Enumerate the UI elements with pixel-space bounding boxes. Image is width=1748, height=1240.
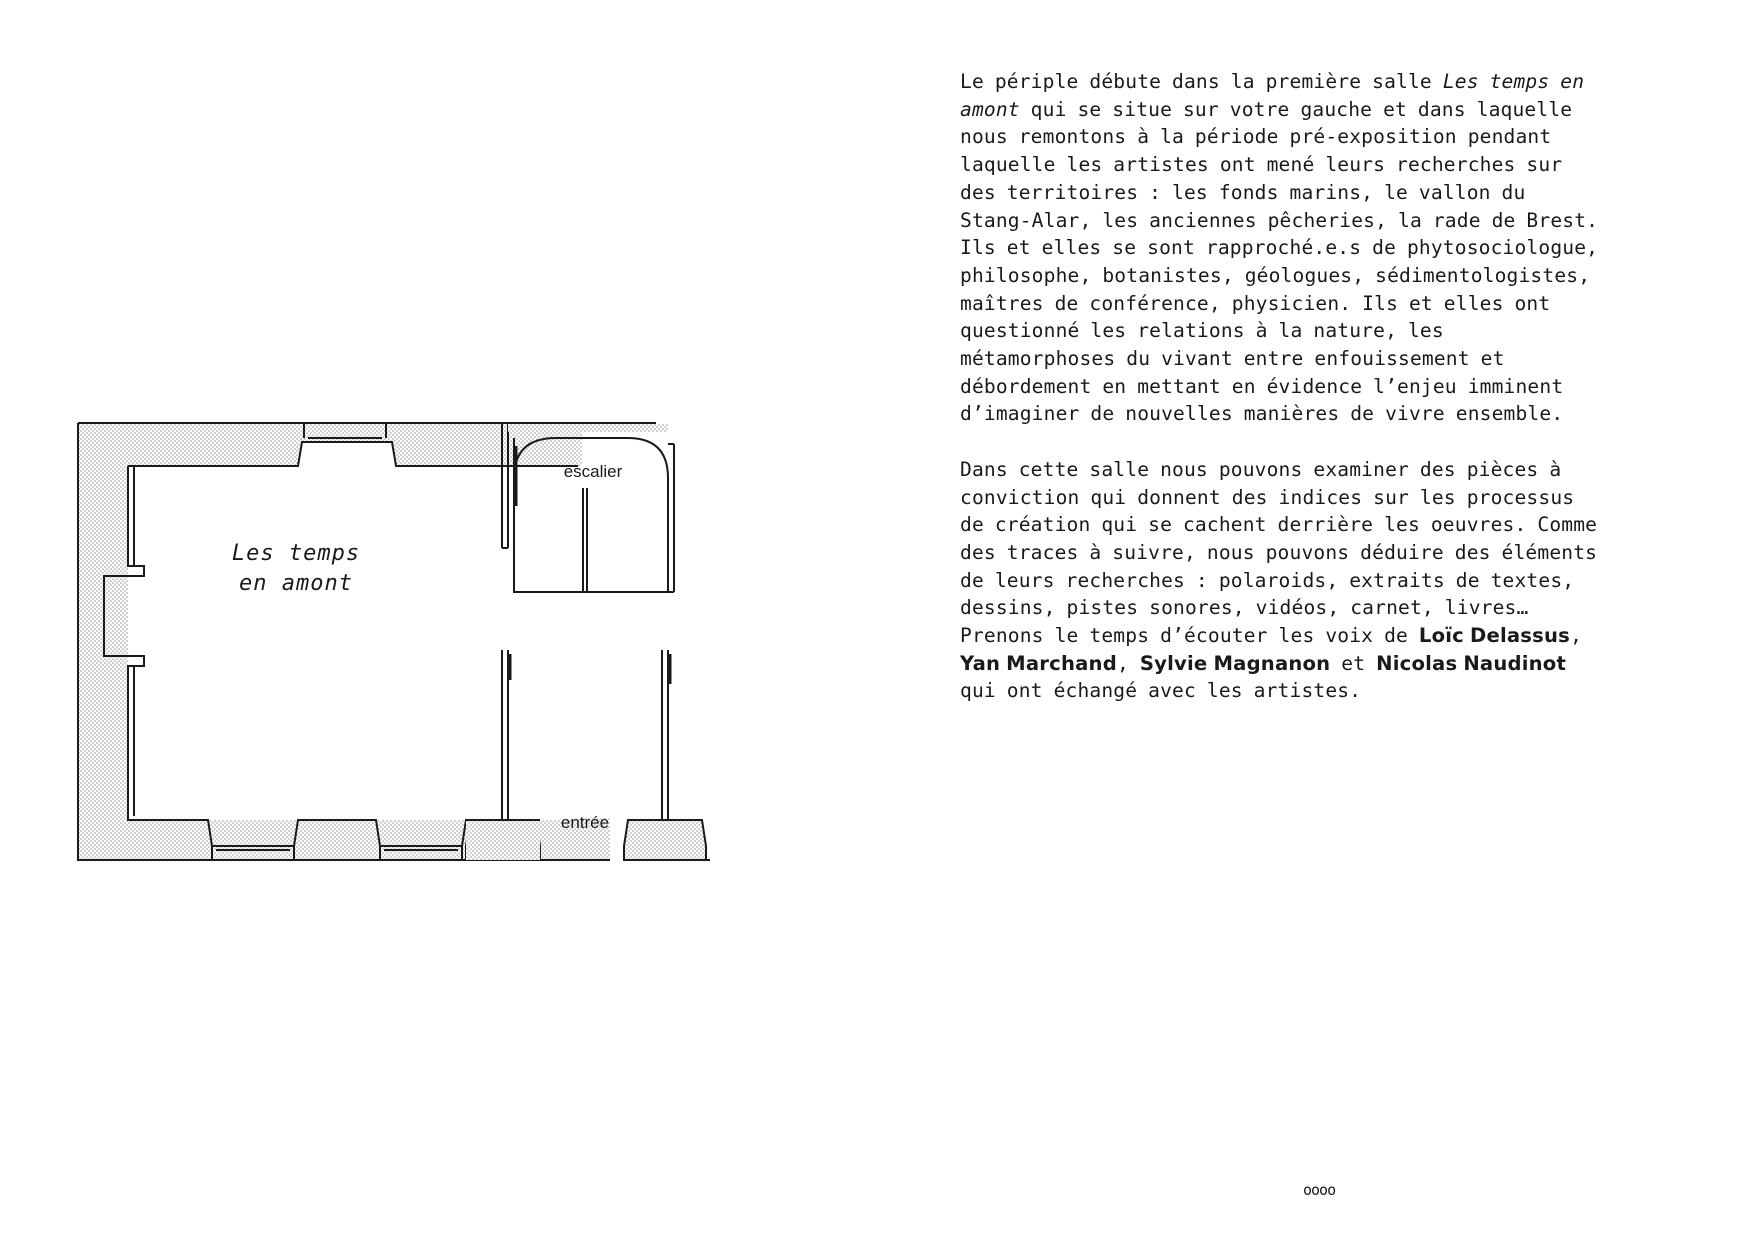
separator-2: , xyxy=(1116,651,1140,675)
room-name-emphasis: Les temps en amont xyxy=(960,70,1585,121)
separator-1: , xyxy=(1570,624,1583,648)
page-number: oooo xyxy=(1303,1181,1336,1199)
paragraph-gap xyxy=(960,428,1600,456)
stairs-label: escalier xyxy=(563,462,623,481)
room-title-line-1: Les temps xyxy=(231,541,361,566)
person-name-2: Yan Marchand xyxy=(960,651,1117,675)
person-name-4: Nicolas Naudinot xyxy=(1376,651,1567,675)
entrance-left-wall xyxy=(466,820,540,860)
main-room-interior xyxy=(128,442,578,820)
paragraph-3 xyxy=(960,622,1600,705)
paragraph-1-rest: qui se situe sur votre gauche et dans laquelle nous remontons à la période pré-exposition pendant laquelle les artistes ont mené leurs recherches sur des territoires : les fonds marins, le vallon du Stang-Alar, les anciennes pêcheries, la rade de Brest. Ils et elles se sont rapproché.e.s de phytosociologue, philosophe, botanistes, géologues, sédimentologistes, maîtres de conférence, physicien. Ils et elles ont questionné les relations à la nature, les métamorphoses du vivant entre enfouissement et débordement en mettant en évidence l’enjeu imminent d’imaginer de nouvelles manières de vivre ensemble. xyxy=(960,97,1599,426)
person-name-3: Sylvie Magnanon xyxy=(1139,651,1331,675)
separator-3: et xyxy=(1330,651,1377,675)
body-text xyxy=(960,68,1600,705)
paragraph-3-end: qui ont échangé avec les artistes. xyxy=(960,679,1362,703)
entrance-label: entrée xyxy=(560,813,610,832)
person-name-1: Loïc Delassus xyxy=(1418,624,1571,648)
paragraph-3-intro: Prenons le temps d’écouter les voix de xyxy=(960,624,1419,648)
floor-plan xyxy=(76,418,806,864)
floor-plan-drawing xyxy=(76,418,806,864)
paragraph-1 xyxy=(960,68,1600,428)
room-title-line-2: en amont xyxy=(239,571,353,596)
paragraph-1-start: Le périple débute dans la première salle xyxy=(960,70,1443,93)
paragraph-2: Dans cette salle nous pouvons examiner des pièces à conviction qui donnent des indices sur les processus de création qui se cachent derrière les oeuvres. Comme des traces à suivre, nous pouvons déduire des éléments de leurs recherches : polaroids, extraits de textes, dessins, pistes sonores, vidéos, carnet, livres… xyxy=(960,457,1598,620)
entrance-right-post xyxy=(624,650,710,860)
